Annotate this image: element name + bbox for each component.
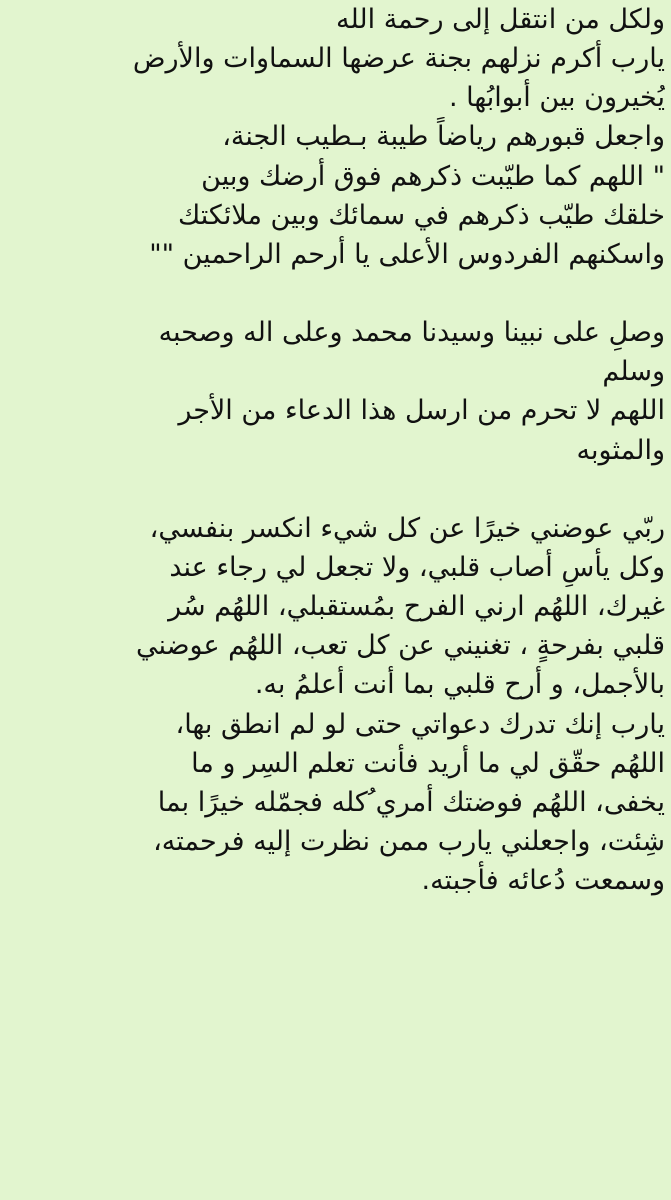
text-line-1: ولكل من انتقل إلى رحمة الله: [335, 4, 665, 35]
text-line-5: " اللهم كما طيّبت ذكرهم فوق أرضك وبين: [201, 160, 665, 192]
text-line-13: وكل يأسٍ أصاب قلبي، ولا تجعل لي رجاء عند: [169, 551, 665, 583]
text-line-14: غيرك، اللهُم ارني الفرح بمُستقبلي، اللهُم سُر: [168, 591, 665, 623]
text-line-9: وسلم: [602, 356, 665, 388]
prayer-text: [6, 0, 665, 900]
text-line-21: وسمعت دُعائه فأجبته.: [421, 865, 665, 897]
text-line-19: يخفى، اللهُم فوضتك أمري ُكله فجمّله خيرًا بما: [157, 786, 665, 818]
text-line-10: اللهم لا تحرم من ارسل هذا الدعاء من الأجر: [178, 395, 665, 427]
text-line-16: بالأجمل، و أرح قلبي بما أنت أعلمُ به.: [254, 669, 665, 701]
text-line-17: يارب إنك تدرك دعواتي حتى لو لم انطق بها،: [175, 708, 665, 740]
text-line-7: واسكنهم الفردوس الأعلى يا أرحم الراحمين "": [149, 238, 665, 270]
text-line-12: ربّي عوضني خيرًا عن كل شيء انكسر بنفسي،: [149, 512, 665, 544]
blank-line-1: [6, 274, 665, 313]
text-line-20: شِئت، واجعلني يارب ممن نظرت إليه فرحمته،: [153, 825, 665, 857]
text-line-18: اللهُم حقّق لي ما أُريد فأنت تعلم السِر و ما: [191, 747, 665, 779]
text-line-4: واجعل قبورهم رياضاً طيبة بـطيب الجنة،: [222, 121, 665, 153]
text-line-11: والمثوبه: [576, 434, 665, 466]
text-line-3: يُخيرون بين أبوابُها .: [448, 82, 665, 114]
text-line-8: وصلِ على نبينا وسيدنا محمد وعلى اله وصحبه: [158, 317, 665, 349]
blank-line-2: [6, 470, 665, 509]
text-line-2: يارب أكرم نزلهم بجنة عرضها السماوات والأرض: [132, 43, 665, 75]
text-line-6: خلقك طيّب ذكرهم في سمائك وبين ملائكتك: [178, 199, 665, 231]
text-line-15: قلبي بفرحةٍ ، تغنيني عن كل تعب، اللهُم عوضني: [135, 630, 665, 662]
